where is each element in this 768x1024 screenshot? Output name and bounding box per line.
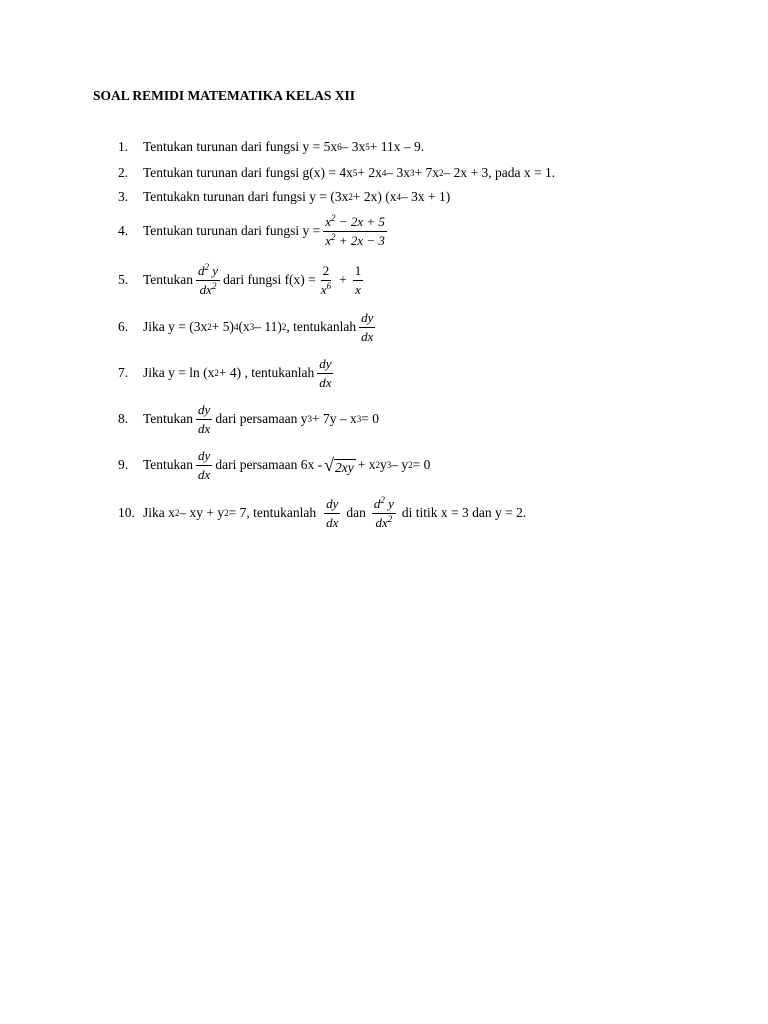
derivative-fraction: $\frac{dy}{dx}$: [319, 356, 332, 390]
derivative-fraction: $\frac{dy}{dx}$: [326, 496, 339, 530]
question-9: 9. Tentukan $\frac{dy}{dx}$ dari persamaan 6x - √ 2xy + x 2 y 3 – y 2 = 0: [118, 448, 431, 482]
second-derivative-fraction: $\frac{d^2 y}{dx^2}$: [198, 262, 219, 297]
derivative-fraction: $\frac{dy}{dx}$: [198, 448, 211, 482]
question-3: 3. Tentukakn turunan dari fungsi y = (3x 2 + 2x) (x 4 – 3x + 1): [118, 189, 451, 204]
question-2: 2. Tentukan turunan dari fungsi g(x) = 4x 5 + 2x 4 – 3x 3 + 7x 2 – 2x + 3, pada x = 1.: [118, 165, 556, 180]
derivative-fraction: $\frac{dy}{dx}$: [361, 310, 374, 344]
question-5: 5. Tentukan $\frac{d^2 y}{dx^2}$ dari fungsi f(x) = $\frac{2}{x^6}$ + $\frac{1}{x}$: [118, 262, 362, 297]
question-1: 1. Tentukan turunan dari fungsi y = 5x 6 – 3x 5 + 11x – 9.: [118, 139, 425, 154]
document-title: SOAL REMIDI MATEMATIKA KELAS XII: [93, 88, 356, 103]
question-7: 7. Jika y = ln (x 2 + 4) , tentukanlah $\frac{dy}{dx}$: [118, 356, 332, 390]
question-6: 6. Jika y = (3x 2 + 5) 4 (x 3 – 11) 2 , tentukanlah $\frac{dy}{dx}$: [118, 310, 374, 344]
question-4: 4. Tentukan turunan dari fungsi y = $\frac{x^2 - 2x + 5}{x^2 + 2x - 3}$: [118, 213, 385, 248]
second-derivative-fraction: $\frac{d^2 y}{dx^2}$: [373, 495, 394, 530]
square-root: √ 2xy: [324, 455, 354, 476]
question-10: 10. Jika x 2 – xy + y 2 = 7, tentukanlah $\frac{dy}{dx}$ dan $\frac{d^2 y}{dx^2}$ di titik x = 3 dan y = 2.: [118, 495, 527, 530]
radical-sign-icon: √: [324, 455, 335, 476]
question-8: 8. Tentukan $\frac{dy}{dx}$ dari persamaan y 3 + 7y – x 3 = 0: [118, 402, 380, 436]
fraction: $\frac{2}{x^6}$: [320, 263, 332, 297]
fraction: $\frac{1}{x}$: [354, 263, 362, 297]
fraction: $\frac{x^2 - 2x + 5}{x^2 + 2x - 3}$: [325, 213, 385, 248]
derivative-fraction: $\frac{dy}{dx}$: [198, 402, 211, 436]
